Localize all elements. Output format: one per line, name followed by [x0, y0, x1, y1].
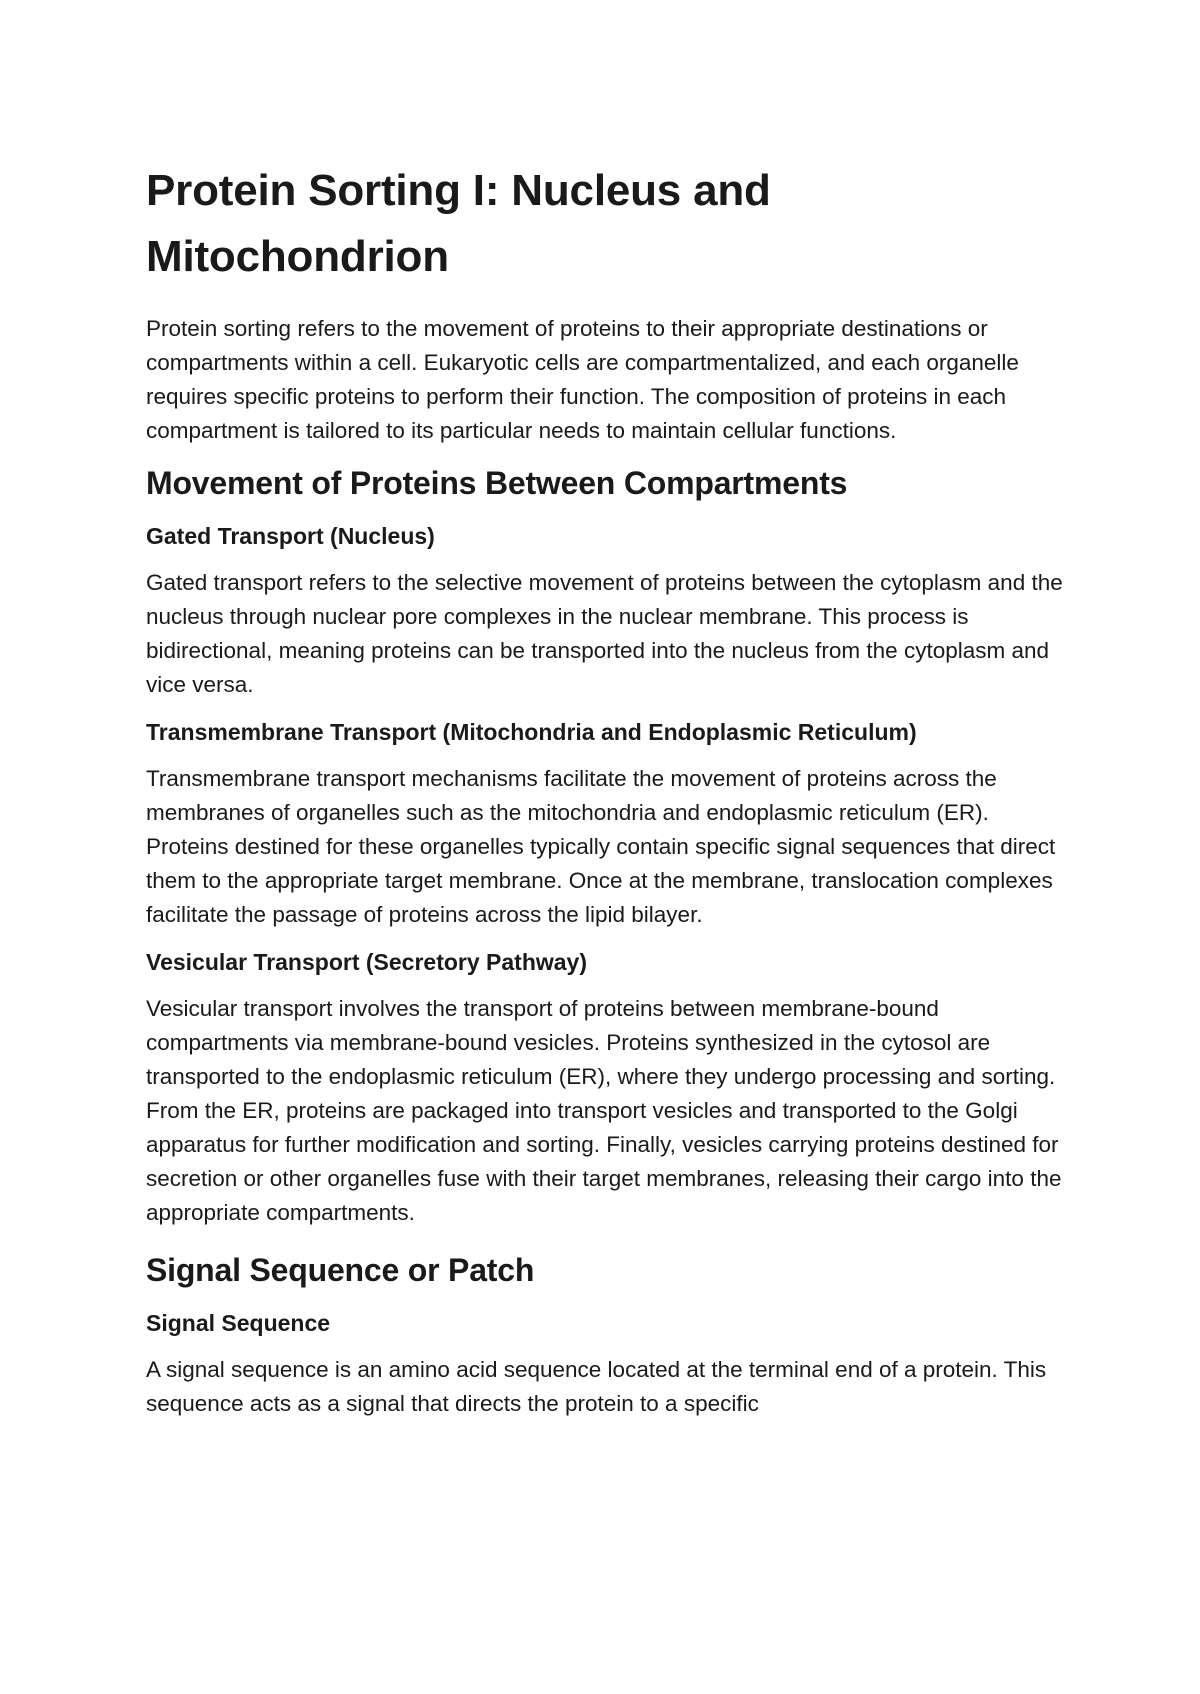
section-heading-movement: Movement of Proteins Between Compartments [146, 465, 848, 501]
subheading-vesicular-transport: Vesicular Transport (Secretory Pathway) [146, 949, 588, 975]
paragraph-transmembrane-transport: Transmembrane transport mechanisms facilitate the movement of proteins across the membranes of organelles such as the mitochondria and endoplasmic reticulum (ER). Proteins destined for these organelles typically contain specific signal sequences that direct them to the appropriate target membrane. Once at the membrane, translocation complexes facilitate the passage of proteins across the lipid bilayer. [146, 766, 1056, 927]
paragraph-vesicular-transport: Vesicular transport involves the transport of proteins between membrane-bound compartments via membrane-bound vesicles. Proteins synthesized in the cytosol are transported to the endoplasmic reticulum (ER), where they undergo processing and sorting. From the ER, proteins are packaged into transport vesicles and transported to the Golgi apparatus for further modification and sorting. Finally, vesicles carrying proteins destined for secretion or other organelles fuse with their target membranes, releasing their cargo into the appropriate compartments. [146, 996, 1062, 1225]
paragraph-gated-transport: Gated transport refers to the selective movement of proteins between the cytoplasm and the nucleus through nuclear pore complexes in the nuclear membrane. This process is bidirectional, meaning proteins can be transported into the nucleus from the cytoplasm and vice versa. [146, 570, 1063, 697]
section-heading-signal: Signal Sequence or Patch [146, 1252, 535, 1288]
document-page [146, 158, 1066, 1434]
subheading-gated-transport: Gated Transport (Nucleus) [146, 523, 435, 549]
document-title: Protein Sorting I: Nucleus and Mitochondrion [146, 166, 771, 281]
intro-paragraph: Protein sorting refers to the movement of proteins to their appropriate destinations or compartments within a cell. Eukaryotic cells are compartmentalized, and each organelle requires specific proteins to perform their function. The composition of proteins in each compartment is tailored to its particular needs to maintain cellular functions. [146, 316, 1019, 443]
subheading-signal-sequence: Signal Sequence [146, 1310, 331, 1336]
subheading-transmembrane-transport: Transmembrane Transport (Mitochondria and Endoplasmic Reticulum) [146, 719, 917, 745]
paragraph-signal-sequence: A signal sequence is an amino acid sequence located at the terminal end of a protein. This sequence acts as a signal that directs the protein to a specific [146, 1357, 1047, 1416]
